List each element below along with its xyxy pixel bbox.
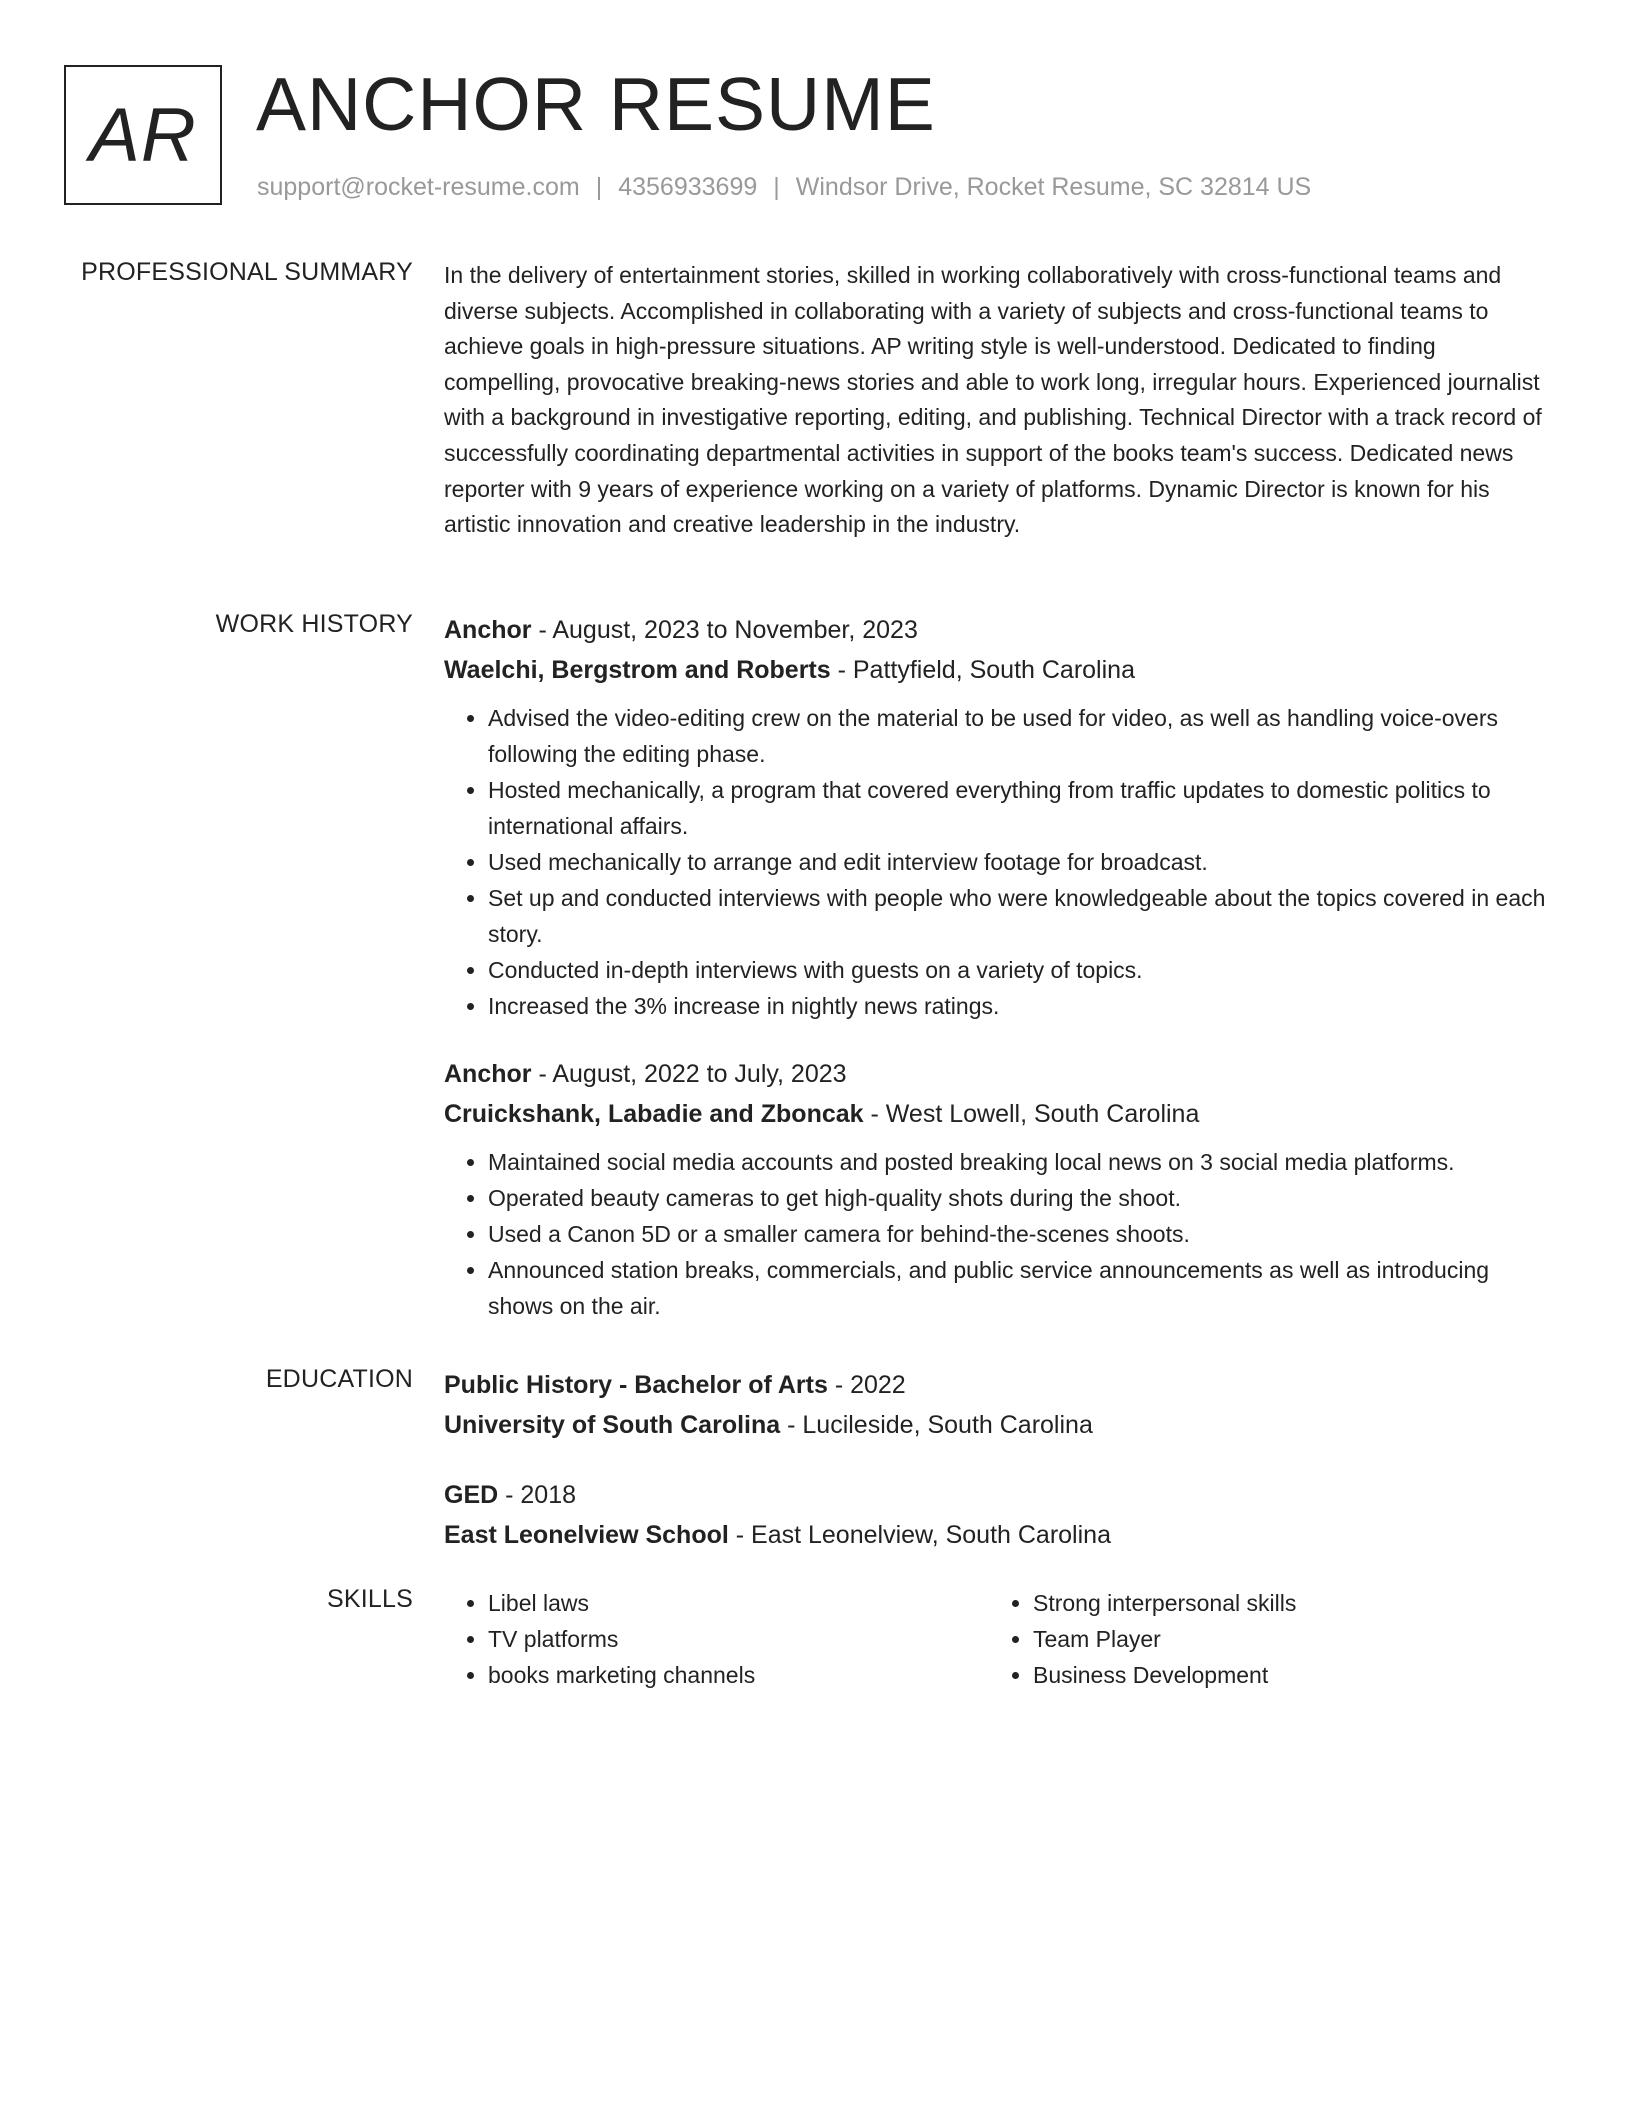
job-duty: • Conducted in-depth interviews with guests on a variety of topics. bbox=[488, 952, 1554, 988]
skills-column-right bbox=[989, 1585, 1534, 1693]
summary-text: In the delivery of entertainment stories, skilled in working collaboratively with cross-functional teams and diverse subjects. Accomplished in collaborating with a variety of subjects and cross-functional teams to achieve goals in high-pressure situations. AP writing style is well-understood. Dedicated to finding compelling, provocative breaking-news stories and able to work long, irregular hours. Experienced journalist with a background in investigative reporting, editing, and publishing. Technical Director with a track record of successfully coordinating departmental activities in support of the books team's success. Dedicated news reporter with 9 years of experience working on a variety of platforms. Dynamic Director is known for his artistic innovation and creative leadership in the industry. bbox=[444, 262, 1542, 538]
candidate-name: ANCHOR RESUME bbox=[256, 62, 936, 146]
job-duty: • Set up and conducted interviews with people who were knowledgeable about the topics covered in each story. bbox=[488, 880, 1554, 952]
job-title: Anchor bbox=[444, 1060, 532, 1088]
section-label-work-history: WORK HISTORY bbox=[215, 610, 413, 638]
skills-list bbox=[989, 1585, 1534, 1693]
skill-item: • Libel laws bbox=[488, 1585, 989, 1621]
contact-phone: 4356933699 bbox=[618, 173, 758, 201]
job-duty: • Used a Canon 5D or a smaller camera for behind-the-scenes shoots. bbox=[488, 1216, 1554, 1252]
job-title-line bbox=[444, 610, 1554, 650]
contact-email: support@rocket-resume.com bbox=[257, 173, 580, 201]
degree-line bbox=[444, 1365, 1554, 1405]
monogram-logo: AR bbox=[64, 65, 222, 205]
job-duties-list bbox=[444, 700, 1554, 1024]
degree-name: GED bbox=[444, 1481, 499, 1509]
job-dates: - August, 2023 to November, 2023 bbox=[531, 616, 918, 644]
skills-columns bbox=[444, 1585, 1554, 1693]
job-company-line bbox=[444, 1094, 1554, 1134]
degree-line bbox=[444, 1475, 1554, 1515]
job-company-line bbox=[444, 650, 1554, 690]
job-duty: • Operated beauty cameras to get high-quality shots during the shoot. bbox=[488, 1180, 1554, 1216]
degree-year: - 2022 bbox=[827, 1371, 906, 1399]
contact-separator: | bbox=[595, 173, 603, 201]
contact-address: Windsor Drive, Rocket Resume, SC 32814 US bbox=[795, 173, 1312, 201]
skill-item: • Team Player bbox=[1033, 1621, 1534, 1657]
skill-item: • Strong interpersonal skills bbox=[1033, 1585, 1534, 1621]
education-body bbox=[444, 1365, 1554, 1555]
job-entry bbox=[444, 610, 1554, 1024]
job-title: Anchor bbox=[444, 616, 532, 644]
job-duty: • Used mechanically to arrange and edit interview footage for broadcast. bbox=[488, 844, 1554, 880]
job-duty: • Announced station breaks, commercials, and public service announcements as well as introducing shows on the air. bbox=[488, 1252, 1554, 1324]
contact-line bbox=[257, 173, 1311, 202]
skill-item: • Business Development bbox=[1033, 1657, 1534, 1693]
skill-item: • TV platforms bbox=[488, 1621, 989, 1657]
skills-list bbox=[444, 1585, 989, 1693]
school-location: - Lucileside, South Carolina bbox=[780, 1411, 1093, 1439]
skills-column-left bbox=[444, 1585, 989, 1693]
degree-year: - 2018 bbox=[498, 1481, 577, 1509]
job-location: - Pattyfield, South Carolina bbox=[830, 656, 1135, 684]
job-duty: • Advised the video-editing crew on the material to be used for video, as well as handling voice-overs following the editing phase. bbox=[488, 700, 1554, 772]
education-entry bbox=[444, 1475, 1554, 1555]
degree-name: Public History - Bachelor of Arts bbox=[444, 1371, 828, 1399]
job-title-line bbox=[444, 1054, 1554, 1094]
job-duty: • Maintained social media accounts and posted breaking local news on 3 social media platforms. bbox=[488, 1144, 1554, 1180]
work-history-body bbox=[444, 610, 1554, 1324]
school-line bbox=[444, 1405, 1554, 1445]
contact-separator: | bbox=[773, 173, 780, 201]
summary-body bbox=[444, 258, 1554, 543]
skills-body bbox=[444, 1585, 1554, 1693]
job-company: Waelchi, Bergstrom and Roberts bbox=[444, 656, 831, 684]
job-duties-list bbox=[444, 1144, 1554, 1324]
education-entry bbox=[444, 1365, 1554, 1445]
school-line bbox=[444, 1515, 1554, 1555]
job-entry bbox=[444, 1054, 1554, 1324]
job-location: - West Lowell, South Carolina bbox=[863, 1100, 1200, 1128]
section-label-education: EDUCATION bbox=[265, 1365, 413, 1393]
job-dates: - August, 2022 to July, 2023 bbox=[531, 1060, 847, 1088]
school-name: University of South Carolina bbox=[444, 1411, 781, 1439]
resume-header bbox=[64, 62, 1564, 215]
section-label-summary: PROFESSIONAL SUMMARY bbox=[81, 258, 413, 286]
school-location: - East Leonelview, South Carolina bbox=[728, 1521, 1111, 1549]
job-duty: • Hosted mechanically, a program that covered everything from traffic updates to domestic politics to international affairs. bbox=[488, 772, 1554, 844]
school-name: East Leonelview School bbox=[444, 1521, 729, 1549]
section-label-skills: SKILLS bbox=[327, 1585, 413, 1613]
skill-item: • books marketing channels bbox=[488, 1657, 989, 1693]
job-duty: • Increased the 3% increase in nightly news ratings. bbox=[488, 988, 1554, 1024]
job-company: Cruickshank, Labadie and Zboncak bbox=[444, 1100, 864, 1128]
